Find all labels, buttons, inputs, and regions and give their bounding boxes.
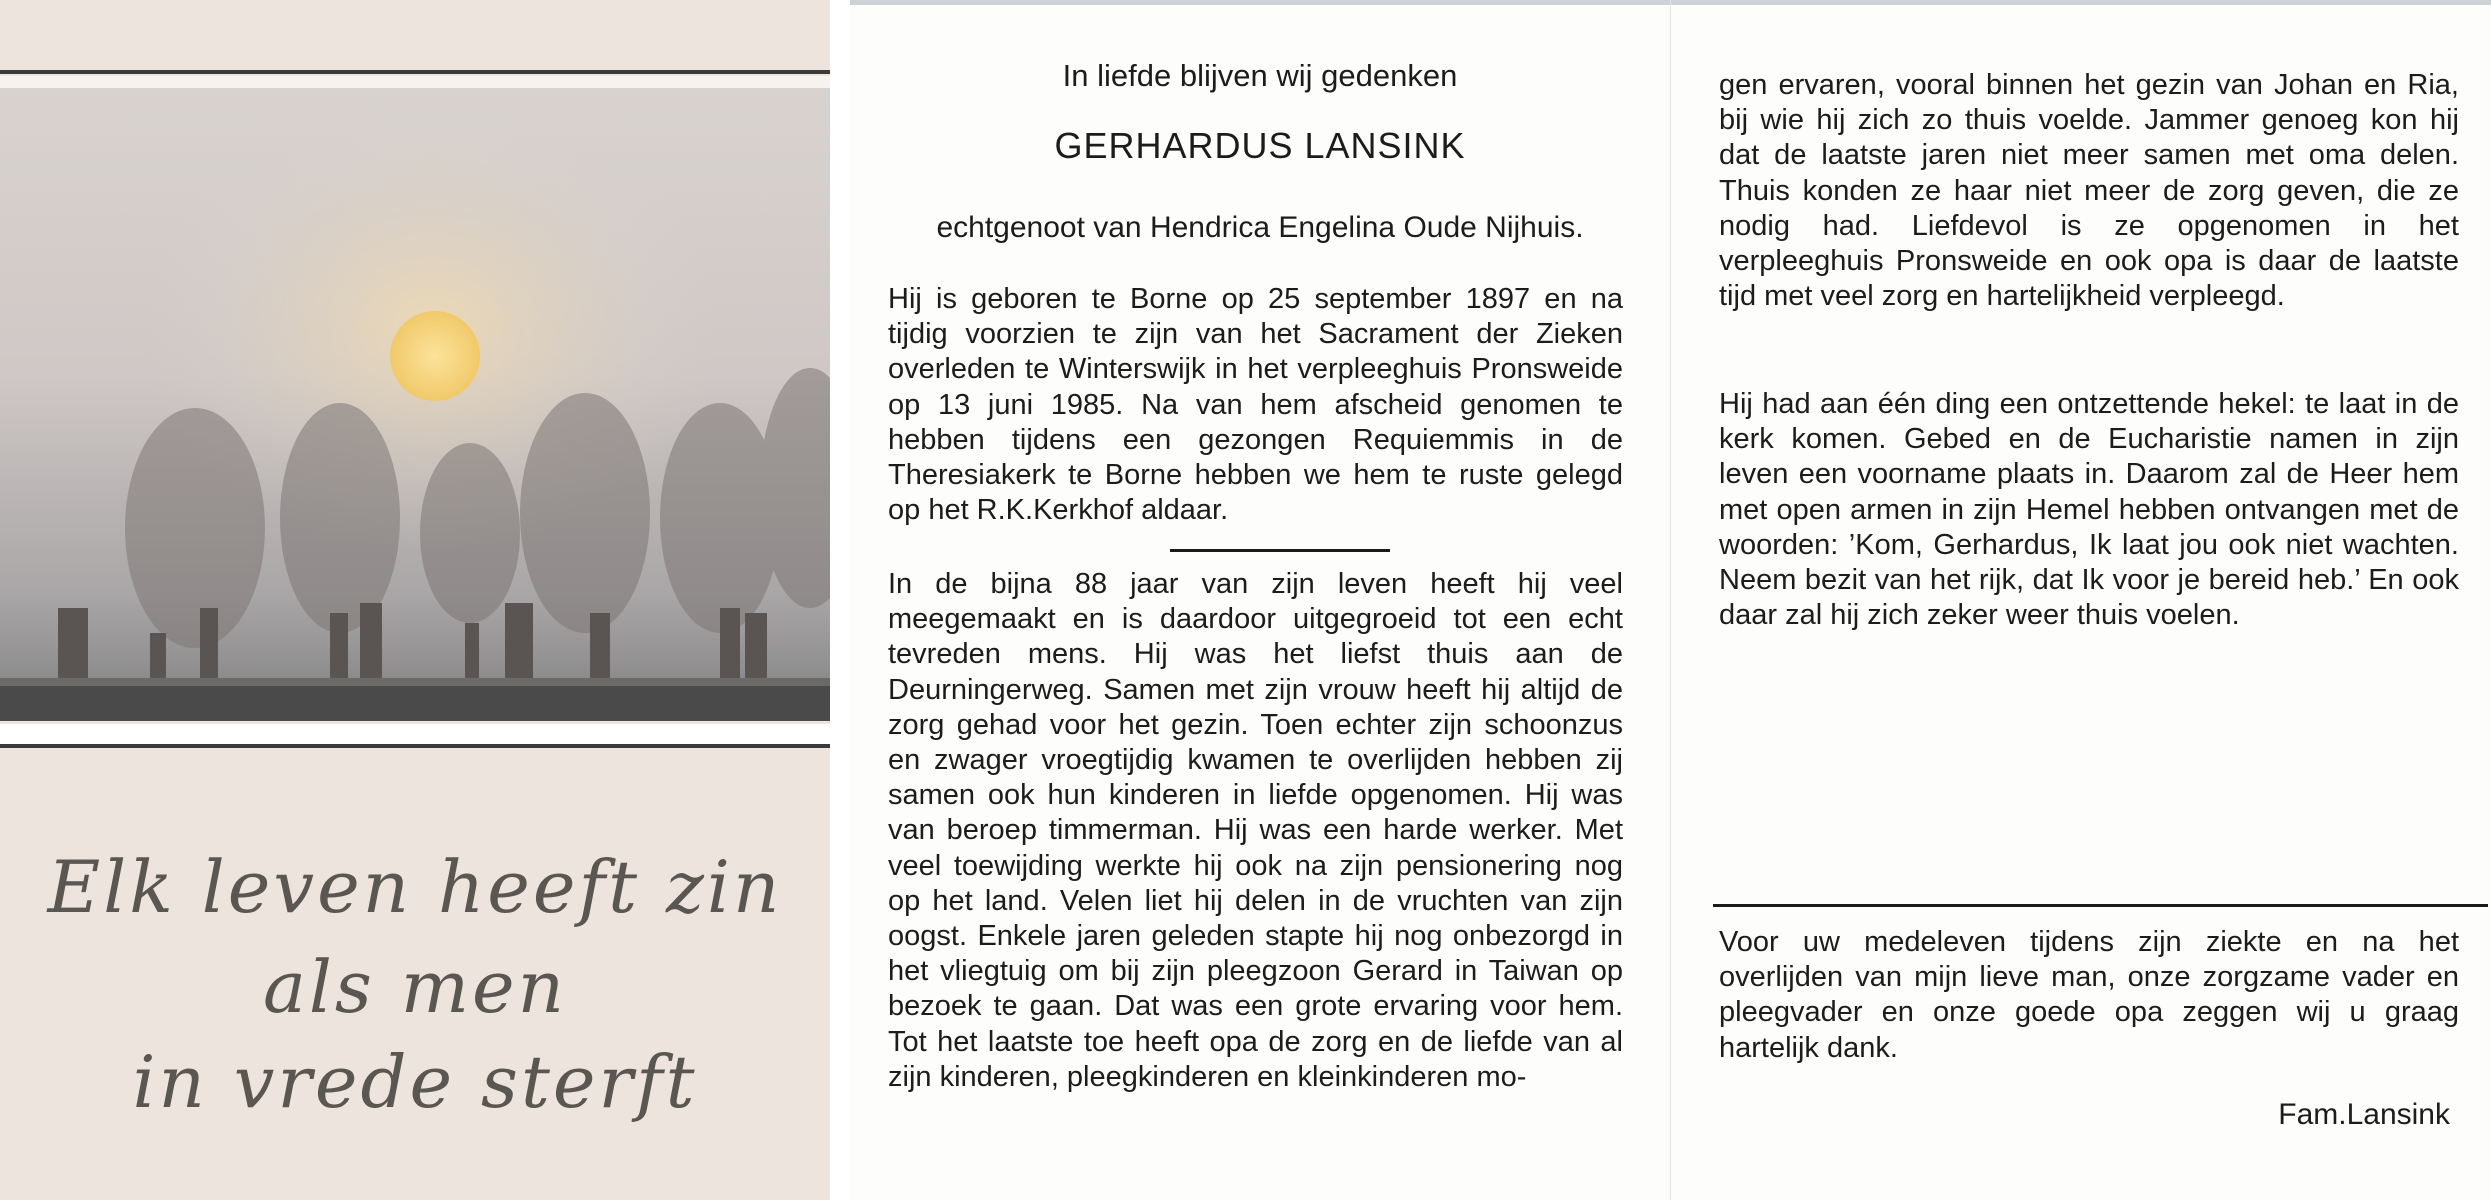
motto-line-3: in vrede sterft [132,1040,698,1124]
intro-line: In liefde blijven wij gedenken [1062,58,1458,93]
life-story-paragraph: In de bijna 88 jaar van zijn leven heeft hij veel meegemaakt en is daardoor uitgegroeid tot een echt tevreden mens. Hij was het liefst thuis aan de Deurningerweg. Samen met zijn vrouw heeft hij altijd de zorg gehad voor het gezin. Toen echter zijn schoonzus en zwager vroegtijdig kwamen te overlijden hebben zij samen ook hun kinderen in liefde opgenomen. Hij was van beroep timmerman. Hij was een harde werker. Met veel toewijding werkte hij ook na zijn pensionering nog op het land. Velen liet hij delen in de vruchten van zijn oogst. Enkele jaren geleden stapte hij nog onbezorgd in het vliegtuig om bij zijn pleegzoon Gerard in Taiwan op bezoek te gaan. Dat was een grote ervaring voor hem. Tot het laatste toe heeft opa de zorg en de liefde van al zijn kinderen, pleegkinderen en kleinkinderen mo- [888,568,1623,1093]
section-divider [1170,549,1390,552]
faith-paragraph: Hij had aan één ding een ontzettende hekel: te laat in de kerk komen. Gebed en de Eucharistie namen in zijn leven een voorname plaats in. Daarom zal de Heer hem met open armen in zijn Hemel hebben ontvangen met de woorden: ’Kom, Gerhardus, Ik laat jou ook niet wachten. Neem bezit van het rijk, dat Ik voor je bereid heb.’ En ook daar zal hij zich zeker weer thuis voelen. [1719,388,2459,632]
biography-paragraph: Hij is geboren te Borne op 25 september 1897 en na tijdig voorzien te zijn van het Sacrament der Zieken overleden te Winterswijk in het verpleeghuis Pronsweide op 13 juni 1985. Na van hem afscheid genomen te hebben tijdens een gezongen Requiemmis in de Theresiakerk te Borne hebben we hem te ruste gelegd op het R.K.Kerkhof aldaar. [888,283,1623,527]
motto-line-1: Elk leven heeft zin [47,845,783,929]
spouse-line: echtgenoot van Hendrica Engelina Oude Nijhuis. [936,211,1584,244]
page-top-edge [1671,0,2491,5]
bottom-rule [0,744,830,748]
deceased-name: GERHARDUS LANSINK [1054,125,1466,166]
top-rule [0,70,830,74]
continuation-paragraph: gen ervaren, vooral binnen het gezin van Johan en Ria, bij wie hij zich zo thuis voelde. Jammer genoeg kon hij dat de laatste jaren niet meer samen met oma delen. Thuis konden ze haar niet meer de zorg geven, die ze nodig had. Liefdevol is ze opgenomen in het verpleeghuis Pronsweide en ook opa is daar de laatste tijd met veel zorg en hartelijkheid verpleegd. [1719,69,2459,313]
motto-line-2: als men [262,945,568,1029]
landscape-photo [0,88,830,721]
thanks-divider [1713,904,2488,907]
text-page-right [1670,0,2491,1200]
family-signature: Fam.Lansink [2278,1098,2450,1131]
page-top-edge [850,0,1670,5]
card-gap [830,0,850,1200]
memorial-card-cover [0,0,830,1200]
thanks-paragraph: Voor uw medeleven tijdens zijn ziekte en na het overlijden van mijn lieve man, onze zorgzame vader en pleegvader en onze goede opa zeggen wij u graag hartelijk dank. [1719,926,2459,1064]
bottom-band [0,724,830,744]
text-page-left [850,0,1670,1200]
